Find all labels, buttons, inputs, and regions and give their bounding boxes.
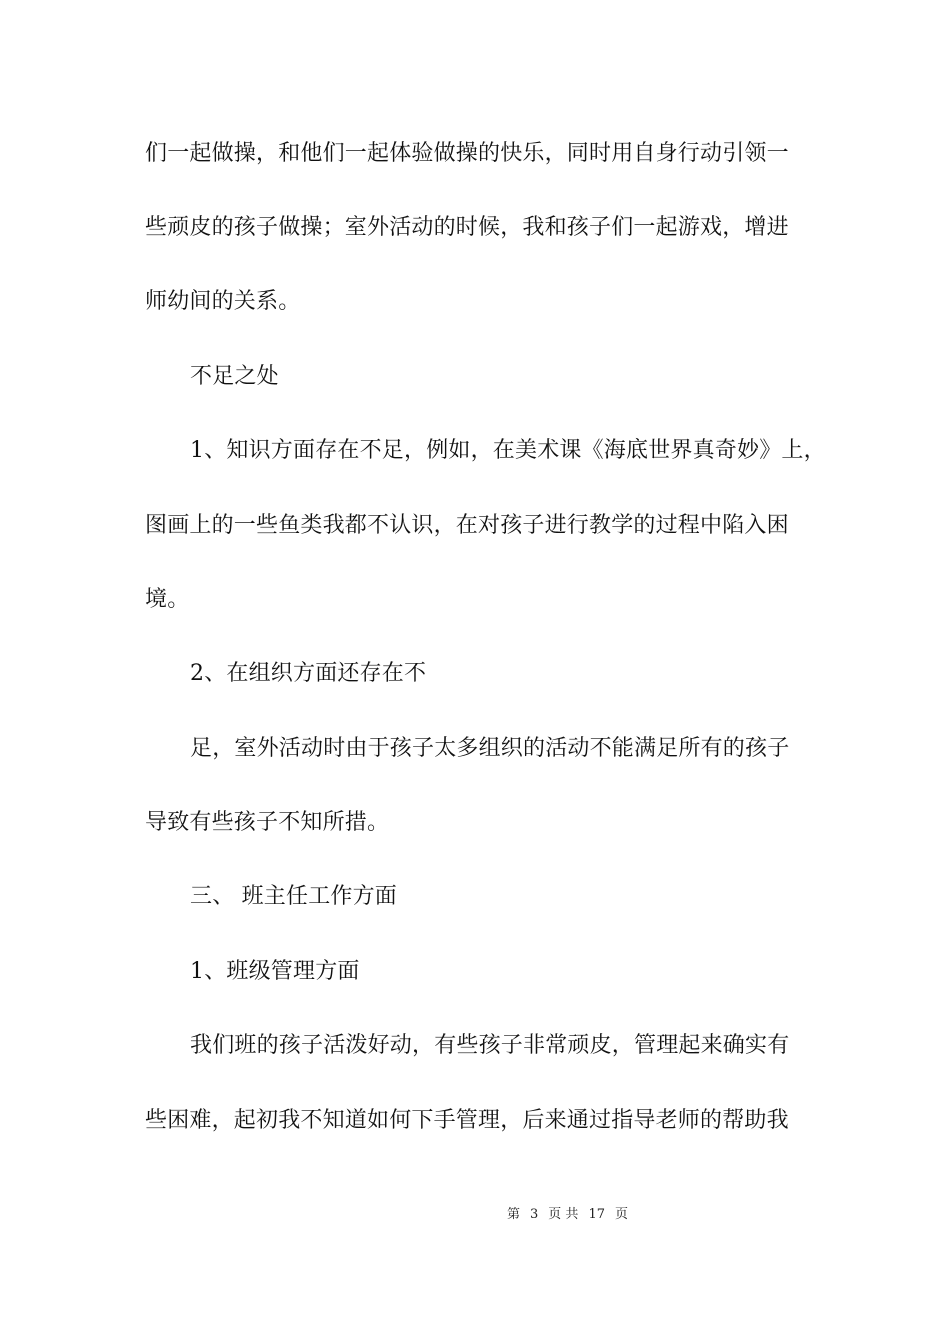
footer-middle: 页 共 [548,1207,579,1222]
paragraph-line: 我们班的孩子活泼好动，有些孩子非常顽皮，管理起来确实有 [190,1033,790,1058]
paragraph-line: 师幼间的关系。 [145,289,301,314]
paragraph-line: 们一起做操，和他们一起体验做操的快乐，同时用自身行动引领一 [145,141,789,166]
paragraph-line: 图画上的一些鱼类我都不认识，在对孩子进行教学的过程中陷入困 [145,513,789,538]
footer-suffix: 页 [614,1207,628,1222]
current-page-number: 3 [530,1207,539,1222]
section-heading: 不足之处 [190,364,279,389]
paragraph-line: 足，室外活动时由于孩子太多组织的活动不能满足所有的孩子 [190,736,790,761]
total-pages-number: 17 [588,1207,605,1222]
subsection-heading: 1、班级管理方面 [190,959,360,984]
page-footer [0,1206,950,1224]
paragraph-line: 些顽皮的孩子做操；室外活动的时候，我和孩子们一起游戏，增进 [145,215,789,240]
paragraph-line: 导致有些孩子不知所措。 [145,810,390,835]
footer-prefix: 第 [507,1207,521,1222]
paragraph-line: 些困难，起初我不知道如何下手管理，后来通过指导老师的帮助我 [145,1108,789,1133]
paragraph-line: 境。 [145,587,190,612]
section-heading: 三、 班主任工作方面 [190,884,397,909]
paragraph-line: 2、在组织方面还存在不 [190,661,427,686]
paragraph-line: 1、知识方面存在不足，例如，在美术课《海底世界真奇妙》上， [190,438,826,463]
